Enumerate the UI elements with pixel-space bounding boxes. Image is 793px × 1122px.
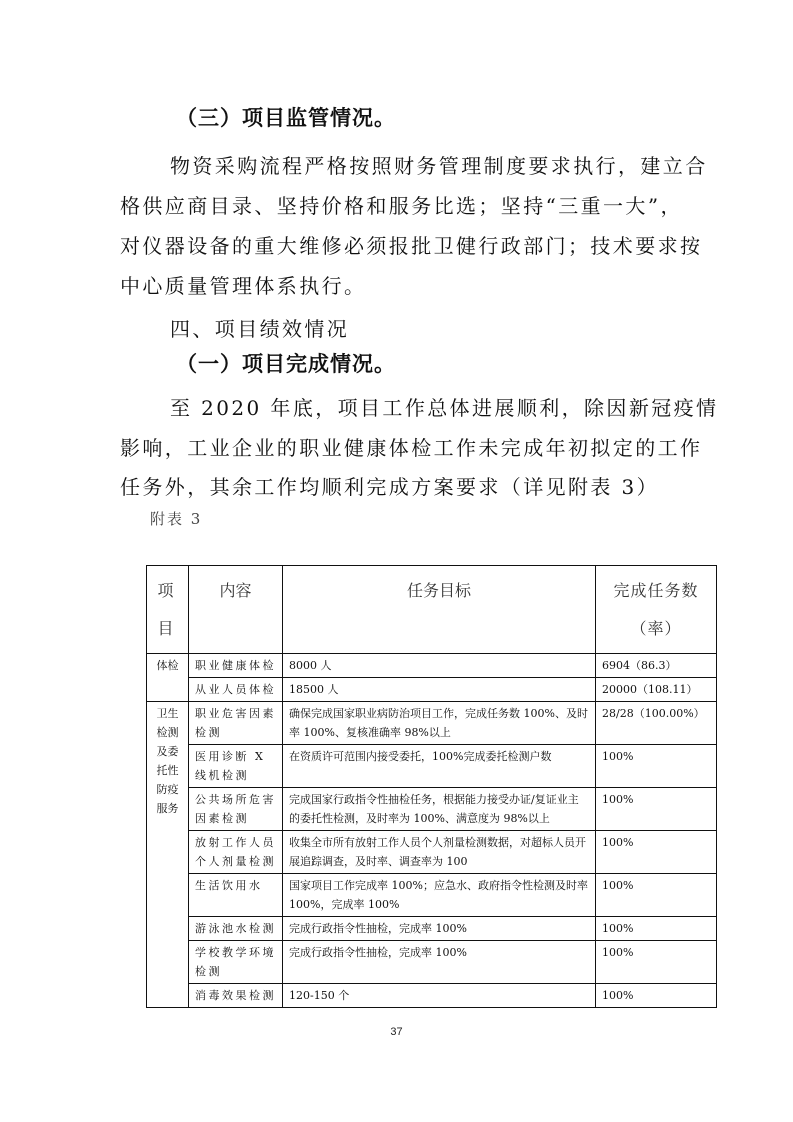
content-cell: 生活饮用水 <box>189 874 283 917</box>
table-row <box>147 917 717 941</box>
content-cell: 从业人员体检 <box>189 678 283 702</box>
paragraph-line: 对仪器设备的重大维修必须报批卫健行政部门；技术要求按 <box>120 234 703 258</box>
category-cell: 体检 <box>147 654 189 702</box>
category-cell: 卫生检测及委托性防疫服务 <box>147 702 189 1008</box>
table-row <box>147 702 717 745</box>
result-cell: 100% <box>596 917 717 941</box>
content-cell: 公共场所危害因素检测 <box>189 788 283 831</box>
table-row <box>147 788 717 831</box>
content-cell: 职业危害因素检测 <box>189 702 283 745</box>
header-cell: 项目 <box>147 566 189 654</box>
paragraph-line: 至 2020 年底，项目工作总体进展顺利，除因新冠疫情 <box>170 396 719 420</box>
heading-supervision: （三）项目监管情况。 <box>176 106 396 130</box>
header-cell: 任务目标 <box>283 566 596 654</box>
result-cell: 100% <box>596 745 717 788</box>
result-cell: 100% <box>596 831 717 874</box>
result-cell: 28/28（100.00%） <box>596 702 717 745</box>
target-cell: 收集全市所有放射工作人员个人剂量检测数据，对超标人员开展追踪调查，及时率、调查率为 100 <box>283 831 596 874</box>
target-cell: 8000 人 <box>283 654 596 678</box>
target-cell: 完成行政指令性抽检，完成率 100% <box>283 917 596 941</box>
paragraph-line: 影响，工业企业的职业健康体检工作未完成年初拟定的工作 <box>120 436 703 460</box>
result-cell: 100% <box>596 874 717 917</box>
heading-completion: （一）项目完成情况。 <box>176 352 396 376</box>
result-cell: 100% <box>596 788 717 831</box>
table-row <box>147 831 717 874</box>
page-number: 37 <box>390 1026 403 1038</box>
performance-table <box>146 565 717 1008</box>
result-cell: 6904（86.3） <box>596 654 717 678</box>
target-cell: 确保完成国家职业病防治项目工作，完成任务数 100%、及时率 100%、复核准确率 98%以上 <box>283 702 596 745</box>
content-cell: 放射工作人员个人剂量检测 <box>189 831 283 874</box>
content-cell: 学校教学环境检测 <box>189 941 283 984</box>
paragraph-line: 格供应商目录、坚持价格和服务比选；坚持“三重一大”， <box>120 194 683 218</box>
table-row <box>147 984 717 1008</box>
target-cell: 18500 人 <box>283 678 596 702</box>
content-cell: 医用诊断 X 线机检测 <box>189 745 283 788</box>
target-cell: 完成国家行政指令性抽检任务，根据能力接受办证/复证业主的委托性检测，及时率为 100%、满意度为 98%以上 <box>283 788 596 831</box>
header-cell: 内容 <box>189 566 283 654</box>
table-row <box>147 874 717 917</box>
result-cell: 20000（108.11） <box>596 678 717 702</box>
content-cell: 职业健康体检 <box>189 654 283 678</box>
paragraph-line: 中心质量管理体系执行。 <box>120 274 367 298</box>
table-caption: 附表 3 <box>150 510 203 528</box>
content-cell: 游泳池水检测 <box>189 917 283 941</box>
result-cell: 100% <box>596 984 717 1008</box>
content-cell: 消毒效果检测 <box>189 984 283 1008</box>
table-row <box>147 678 717 702</box>
target-cell: 完成行政指令性抽检，完成率 100% <box>283 941 596 984</box>
paragraph-line: 物资采购流程严格按照财务管理制度要求执行，建立合 <box>170 154 708 178</box>
header-cell: 完成任务数（率） <box>596 566 717 654</box>
section-heading: 四、项目绩效情况 <box>170 317 350 341</box>
paragraph-line: 任务外，其余工作均顺利完成方案要求（详见附表 3） <box>120 475 660 499</box>
table-header-row <box>147 566 717 654</box>
table-row <box>147 941 717 984</box>
table-row <box>147 654 717 678</box>
target-cell: 国家项目工作完成率 100%；应急水、政府指令性检测及时率 100%，完成率 100% <box>283 874 596 917</box>
target-cell: 在资质许可范围内接受委托，100%完成委托检测户数 <box>283 745 596 788</box>
result-cell: 100% <box>596 941 717 984</box>
target-cell: 120-150 个 <box>283 984 596 1008</box>
table-row <box>147 745 717 788</box>
